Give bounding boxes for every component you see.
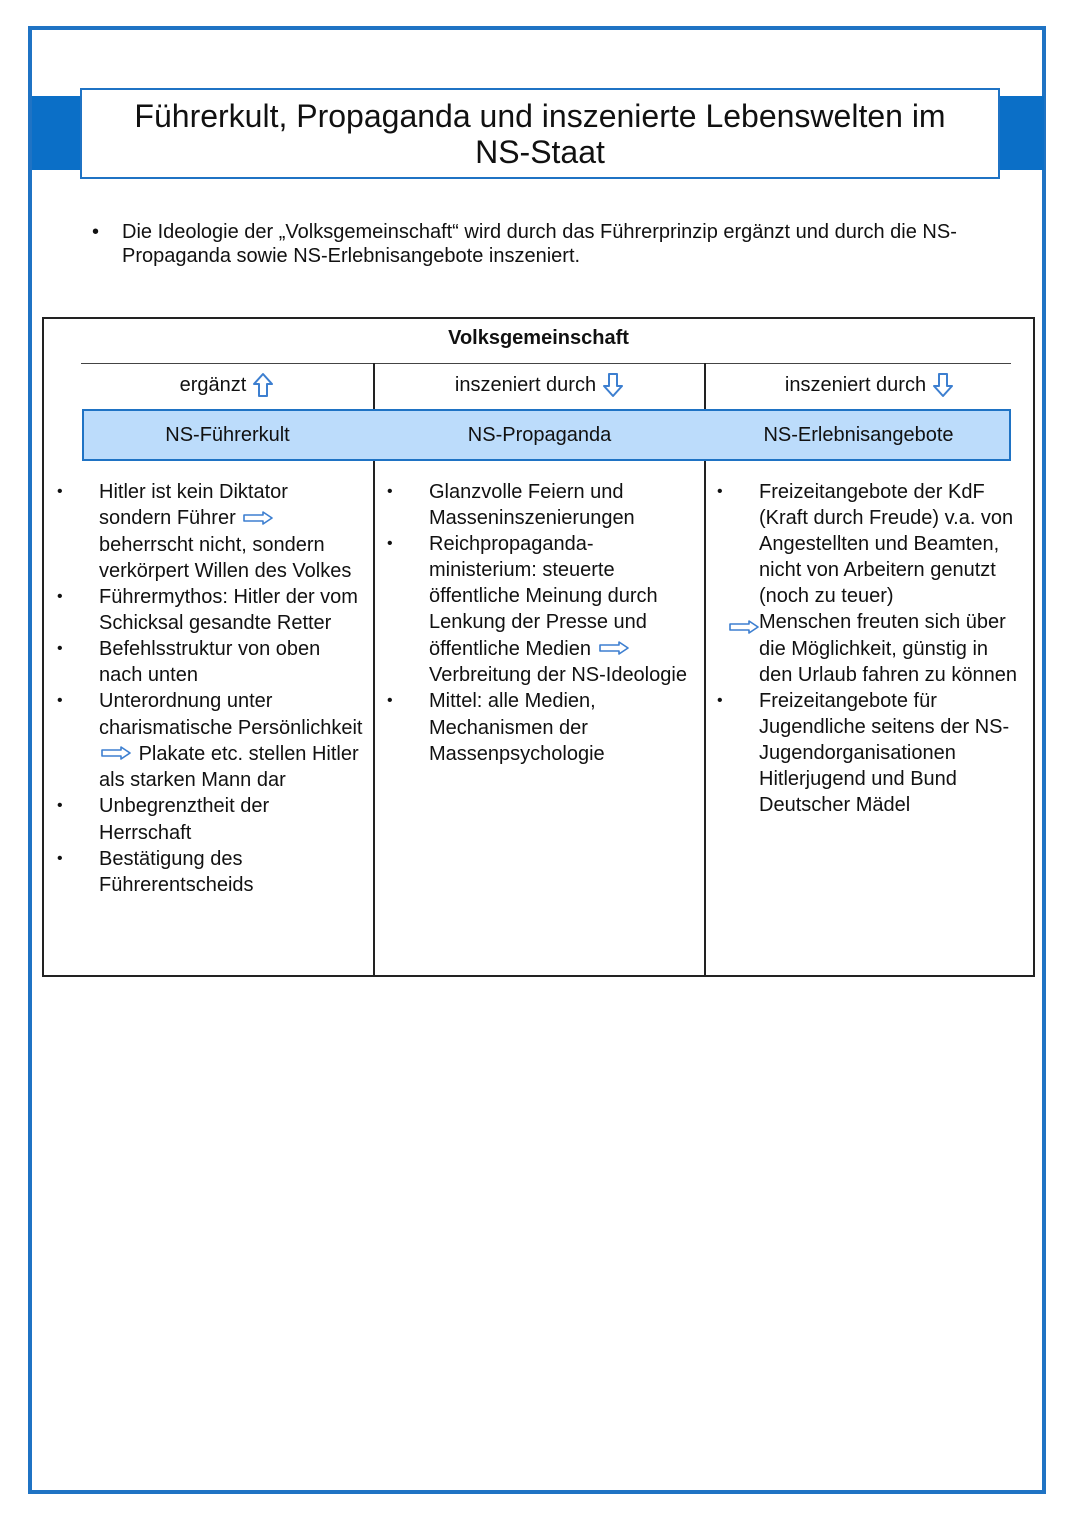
divider [81, 363, 1011, 364]
bullet-icon: • [57, 640, 63, 658]
title-band-right [998, 96, 1044, 170]
bullet-icon: • [387, 535, 393, 553]
list-item: • Freizeitangebote der KdF (Kraft durch Freude) v.a. von Angestellten und Beamten, nicht von Arbeitern genutzt (noch zu teuer) Menschen freuten sich über die Möglichkeit, günstig in den Urlaub fahren zu können [717, 481, 1017, 686]
relation-header [706, 369, 1033, 401]
title-box [80, 88, 1000, 179]
fuehrerkult-list [57, 479, 364, 898]
bullet-icon: • [57, 588, 63, 606]
list-item: • Hitler ist kein Diktator sondern Führer beherrscht nicht, sondern verkörpert Willen des Volkes [57, 481, 352, 582]
bullet-icon: • [57, 692, 63, 710]
list-item: • Unbegrenztheit der Herrschaft [57, 795, 270, 844]
relation-header [81, 369, 373, 401]
arrow-up-icon [252, 372, 274, 398]
intro-text: Die Ideologie der „Volksgemeinschaft“ wird durch das Führerprinzip ergänzt und durch die NS-Propaganda sowie NS-Erlebnisangebote inszeniert. [122, 221, 957, 267]
relation-label: inszeniert durch [454, 373, 597, 396]
implies-arrow-icon [101, 741, 131, 767]
title-band-left [32, 96, 84, 170]
propaganda-list [387, 479, 691, 767]
bullet-icon: • [717, 691, 723, 709]
table-header: Volksgemeinschaft [448, 327, 629, 349]
relation-header [375, 369, 704, 401]
erlebnisangebote-list [717, 479, 1021, 818]
bullet-icon: • [92, 221, 100, 243]
list-item: • Unterordnung unter charismatische Persönlichkeit Plakate etc. stellen Hitler als starken Mann dar [57, 690, 363, 792]
bullet-icon: • [57, 849, 63, 867]
list-item: • Freizeitangebote für Jugendliche seitens der NS-Jugendorganisationen Hitlerjugend und Bund Deutscher Mädel [717, 689, 1010, 817]
arrow-down-icon [602, 372, 624, 398]
category-label: NS-Erlebnisangebote [763, 423, 954, 446]
implies-arrow-icon [729, 615, 759, 641]
relation-label: inszeniert durch [784, 373, 927, 396]
list-item: • Bestätigung des Führerentscheids [57, 847, 254, 896]
category-label: NS-Führerkult [165, 423, 290, 446]
list-item: • Befehlsstruktur von oben nach unten [57, 638, 321, 687]
relation-label: ergänzt [179, 373, 247, 396]
list-item: • Mittel: alle Medien, Mechanismen der Massenpsychologie [387, 690, 605, 765]
bullet-icon: • [717, 483, 723, 500]
bullet-icon: • [387, 692, 393, 710]
list-item: • Führermythos: Hitler der vom Schicksal gesandte Retter [57, 586, 358, 635]
category-label: NS-Propaganda [467, 423, 612, 446]
arrow-down-icon [932, 372, 954, 398]
list-item: • Reichpropaganda-ministerium: steuerte öffentliche Meinung durch Lenkung der Presse und öffentliche Medien Verbreitung der NS-Ideologie [387, 533, 687, 687]
implies-arrow-icon [243, 506, 273, 532]
bullet-icon: • [57, 797, 63, 815]
implies-arrow-icon [599, 636, 629, 662]
overview-table [42, 317, 1035, 977]
bullet-icon: • [387, 483, 393, 500]
list-item: • Glanzvolle Feiern und Masseninszenierungen [387, 481, 635, 530]
page-title: Führerkult, Propaganda und inszenierte Lebenswelten im NS-Staat [134, 97, 946, 170]
bullet-icon: • [57, 483, 63, 500]
